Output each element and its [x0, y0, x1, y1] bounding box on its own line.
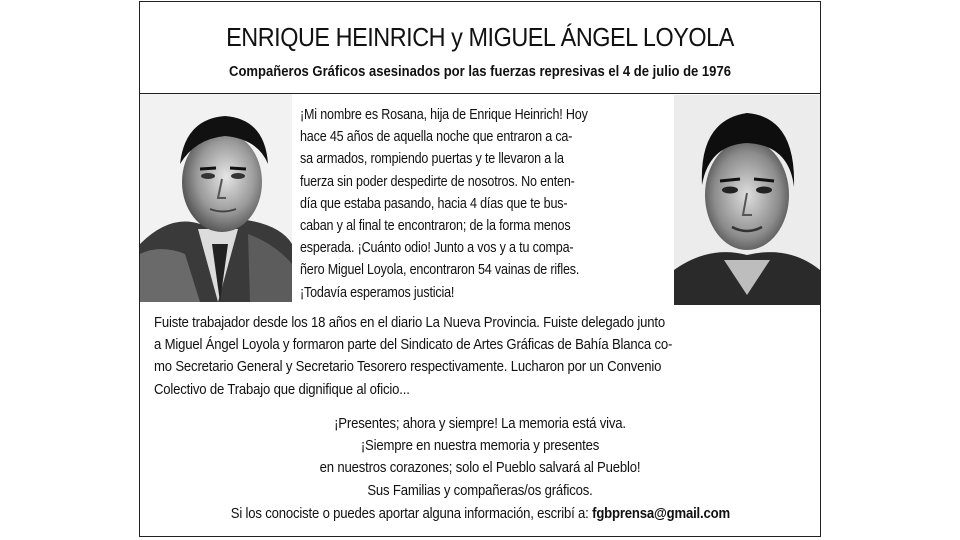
contact-text: Si los conociste o puedes aportar alguna información, escribí a: [230, 506, 592, 522]
notice-header [140, 2, 820, 94]
message-line: sa armados, rompiendo puertas y te llevaron a la [300, 151, 564, 168]
contact-email[interactable]: fgbprensa@gmail.com [591, 506, 730, 522]
memorial-notice [139, 1, 821, 537]
tribute-line: ¡Presentes; ahora y siempre! La memoria está viva. [334, 416, 626, 432]
contact-line [140, 503, 820, 525]
message-line: día que estaba pasando, hacia 4 días que te bus- [300, 195, 568, 212]
message-line: hace 45 años de aquella noche que entraron a ca- [300, 129, 573, 146]
message-line: caban y al final te encontraron; de la forma menos [300, 218, 571, 235]
message-line: ¡Todavía esperamos justicia! [300, 284, 455, 301]
message-line: ¡Mi nombre es Rosana, hija de Enrique Heinrich! Hoy [300, 107, 588, 123]
tribute-line: ¡Siempre en nuestra memoria y presentes [360, 438, 600, 455]
notice-title: ENRIQUE HEINRICH y MIGUEL ÁNGEL LOYOLA [226, 22, 734, 52]
message-line: ñero Miguel Loyola, encontraron 54 vainas de rifles. [300, 262, 580, 279]
biography-line: Colectivo de Trabajo que dignifique al oficio... [154, 381, 410, 398]
biography-paragraph [154, 312, 814, 401]
message-line: esperada. ¡Cuánto odio! Junto a vos y a tu compa- [300, 240, 574, 257]
tribute-line: Sus Familias y compañeras/os gráficos. [367, 482, 593, 499]
contact-wrapper [230, 503, 729, 525]
photo-miguel-angel-loyola [674, 95, 820, 305]
daughter-message [300, 104, 676, 304]
biography-line: a Miguel Ángel Loyola y formaron parte del Sindicato de Artes Gráficas de Bahía Blanca co- [154, 337, 673, 354]
closing-tribute [140, 413, 820, 502]
photo-enrique-heinrich [140, 94, 292, 302]
message-line: fuerza sin poder despedirte de nosotros. No enten- [300, 173, 575, 190]
biography-line: Fuiste trabajador desde los 18 años en el diario La Nueva Provincia. Fuiste delegado junto [154, 315, 665, 331]
notice-subtitle: Compañeros Gráficos asesinados por las fuerzas represivas el 4 de julio de 1976 [229, 64, 731, 80]
tribute-line: en nuestros corazones; solo el Pueblo salvará al Pueblo! [319, 460, 641, 477]
biography-line: mo Secretario General y Secretario Tesorero respectivamente. Lucharon por un Convenio [154, 359, 662, 376]
